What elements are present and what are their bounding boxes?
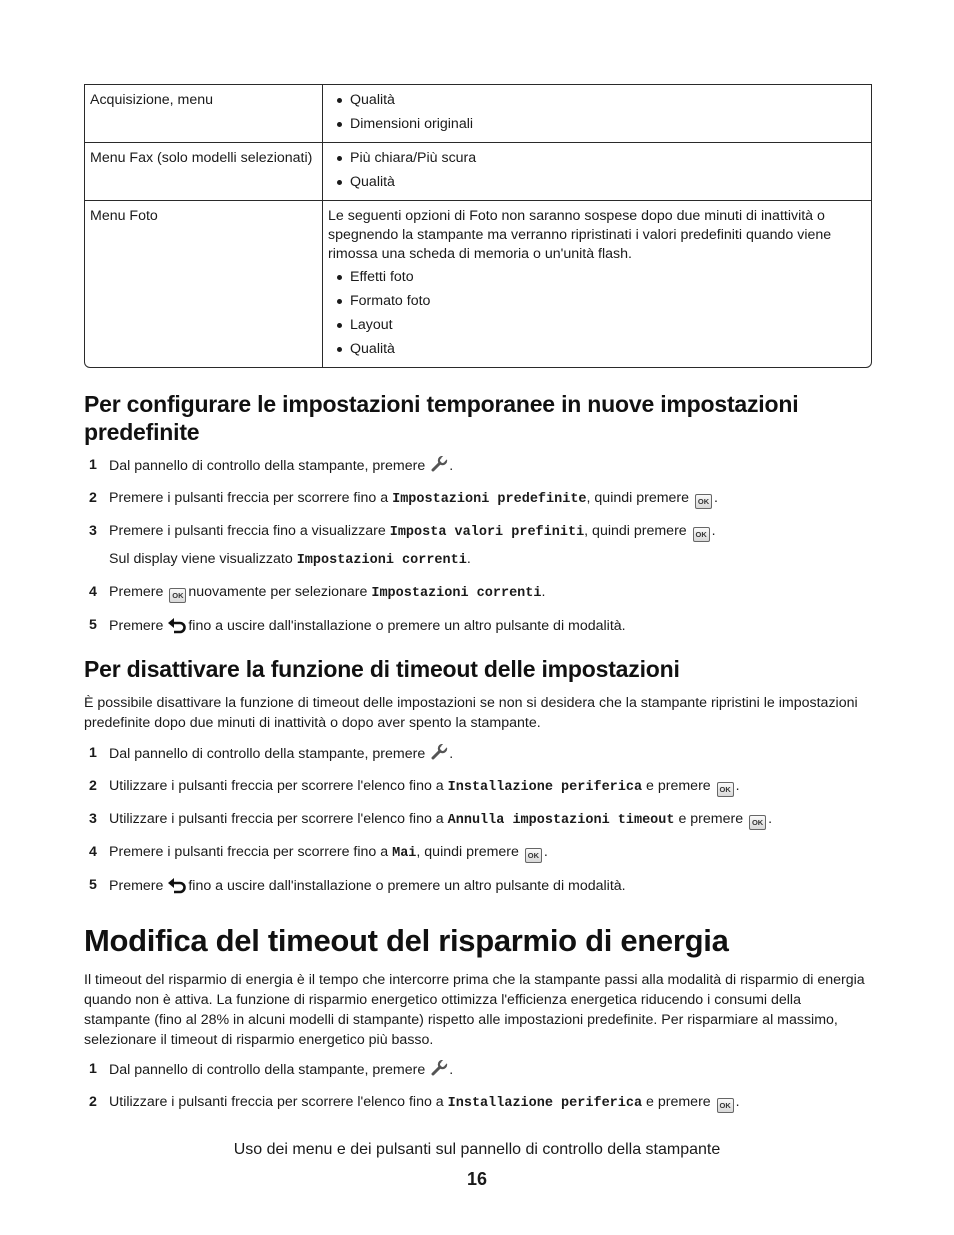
bullet-list — [328, 268, 865, 359]
list-item: Qualità — [328, 340, 865, 359]
list-item: Dimensioni originali — [328, 115, 865, 134]
steps-list — [84, 1060, 870, 1113]
section-heading-set-defaults: Per configurare le impostazioni temporanee in nuove impostazioni predefinite — [84, 391, 799, 445]
steps-list — [84, 744, 870, 896]
step-item: 5 Premere fino a uscire dall'installazione o premere un altro pulsante di modalità. — [89, 617, 626, 634]
table-cell-options — [323, 201, 871, 367]
step-number: 2 — [89, 490, 97, 506]
menu-option-code: Impostazioni correnti — [371, 586, 542, 601]
menu-option-code: Imposta valori prefiniti — [389, 525, 585, 540]
step-item: 5 Premere fino a uscire dall'installazione o premere un altro pulsante di modalità. — [89, 877, 626, 894]
step-item: 1 Dal pannello di controllo della stampante, premere . — [89, 457, 454, 474]
bullet-list — [328, 149, 865, 192]
table-cell-options — [323, 143, 871, 200]
step-number: 5 — [89, 617, 97, 633]
step-note: Sul display viene visualizzato Impostazioni correnti. — [109, 551, 471, 568]
ok-button-icon: OK — [693, 527, 710, 542]
page-footer — [0, 1139, 954, 1191]
ok-button-icon: OK — [717, 1098, 734, 1113]
section-heading-disable-timeout: Per disattivare la funzione di timeout delle impostazioni — [84, 656, 680, 682]
table-cell-intro: Le seguenti opzioni di Foto non saranno sospese dopo due minuti di inattività o spegnendo la stampante ma verranno ripristinati i valori predefiniti quando viene rimossa una scheda di memoria o un'unità flash. — [328, 208, 832, 262]
ok-button-icon: OK — [169, 588, 186, 603]
list-item: Qualità — [328, 91, 865, 110]
table-row — [85, 200, 871, 367]
steps-list — [84, 456, 870, 636]
section-intro: Il timeout del risparmio di energia è il tempo che intercorre prima che la stampante passi alla modalità di risparmio di energia quando non è attiva. La funzione di risparmio energetico ottimizza l'efficienza energetica riducendo i consumi della stampante (fino al 28% in alcuni modelli di stampante) rispetto alle impostazioni predefinite. Per risparmiare al massimo, selezionare il timeout di risparmio energetico più basso. — [84, 972, 865, 1048]
step-number: 2 — [89, 778, 97, 794]
step-number: 3 — [89, 811, 97, 827]
menu-option-code: Impostazioni predefinite — [392, 492, 587, 507]
back-arrow-icon — [167, 876, 187, 894]
page-number: 16 — [466, 1169, 488, 1189]
step-number: 4 — [89, 584, 97, 600]
list-item: Effetti foto — [328, 268, 865, 287]
footer-chapter-title: Uso dei menu e dei pulsanti sul pannello di controllo della stampante — [233, 1141, 721, 1158]
table-cell-label: Menu Fax (solo modelli selezionati) — [85, 143, 323, 200]
step-number: 1 — [89, 745, 97, 761]
table-row — [85, 85, 871, 142]
table-cell-label: Menu Foto — [85, 201, 323, 367]
list-item: Qualità — [328, 173, 865, 192]
list-item: Formato foto — [328, 292, 865, 311]
menu-option-code: Annulla impostazioni timeout — [447, 813, 675, 828]
step-item: 2 Premere i pulsanti freccia per scorrere fino a Impostazioni predefinite, quindi premere OK . — [89, 490, 718, 507]
wrench-icon — [430, 456, 448, 472]
step-number: 3 — [89, 523, 97, 539]
step-item: 4 Premere OK nuovamente per selezionare Impostazioni correnti. — [89, 584, 546, 601]
step-number: 2 — [89, 1094, 97, 1110]
ok-button-icon: OK — [749, 815, 766, 830]
menu-option-code: Mai — [392, 846, 417, 861]
step-number: 1 — [89, 1061, 97, 1077]
ok-button-icon: OK — [695, 494, 712, 509]
document-page — [84, 84, 870, 1113]
step-number: 1 — [89, 457, 97, 473]
back-arrow-icon — [167, 616, 187, 634]
chapter-heading-power-saver: Modifica del timeout del risparmio di energia — [84, 923, 729, 958]
menu-option-code: Installazione periferica — [447, 1096, 643, 1111]
step-number: 5 — [89, 877, 97, 893]
table-row — [85, 142, 871, 200]
step-number: 4 — [89, 844, 97, 860]
table-cell-label: Acquisizione, menu — [85, 85, 323, 142]
step-item: 1 Dal pannello di controllo della stampante, premere . — [89, 745, 454, 762]
step-item: 4 Premere i pulsanti freccia per scorrere fino a Mai, quindi premere OK . — [89, 844, 548, 861]
list-item: Più chiara/Più scura — [328, 149, 865, 168]
step-item: 3 Utilizzare i pulsanti freccia per scorrere l'elenco fino a Annulla impostazioni timeout e premere OK . — [89, 811, 773, 828]
menu-options-table — [84, 84, 872, 368]
menu-option-code: Impostazioni correnti — [296, 553, 467, 568]
wrench-icon — [430, 744, 448, 760]
table-cell-options — [323, 85, 871, 142]
wrench-icon — [430, 1060, 448, 1076]
step-item: 1 Dal pannello di controllo della stampante, premere . — [89, 1061, 454, 1078]
step-item: 2 Utilizzare i pulsanti freccia per scorrere l'elenco fino a Installazione periferica e premere OK . — [89, 1094, 740, 1111]
menu-option-code: Installazione periferica — [447, 780, 643, 795]
section-intro: È possibile disattivare la funzione di timeout delle impostazioni se non si desidera che la stampante ripristini le impostazioni predefinite dopo due minuti di inattività o dopo aver spento la stampante. — [84, 695, 858, 731]
list-item: Layout — [328, 316, 865, 335]
step-item: 3 Premere i pulsanti freccia fino a visualizzare Imposta valori prefiniti, quindi premere OK . Sul display viene visualizzato Impostazioni correnti. — [84, 522, 870, 570]
bullet-list — [328, 91, 865, 134]
ok-button-icon: OK — [525, 848, 542, 863]
ok-button-icon: OK — [717, 782, 734, 797]
step-item: 2 Utilizzare i pulsanti freccia per scorrere l'elenco fino a Installazione periferica e premere OK . — [89, 778, 740, 795]
